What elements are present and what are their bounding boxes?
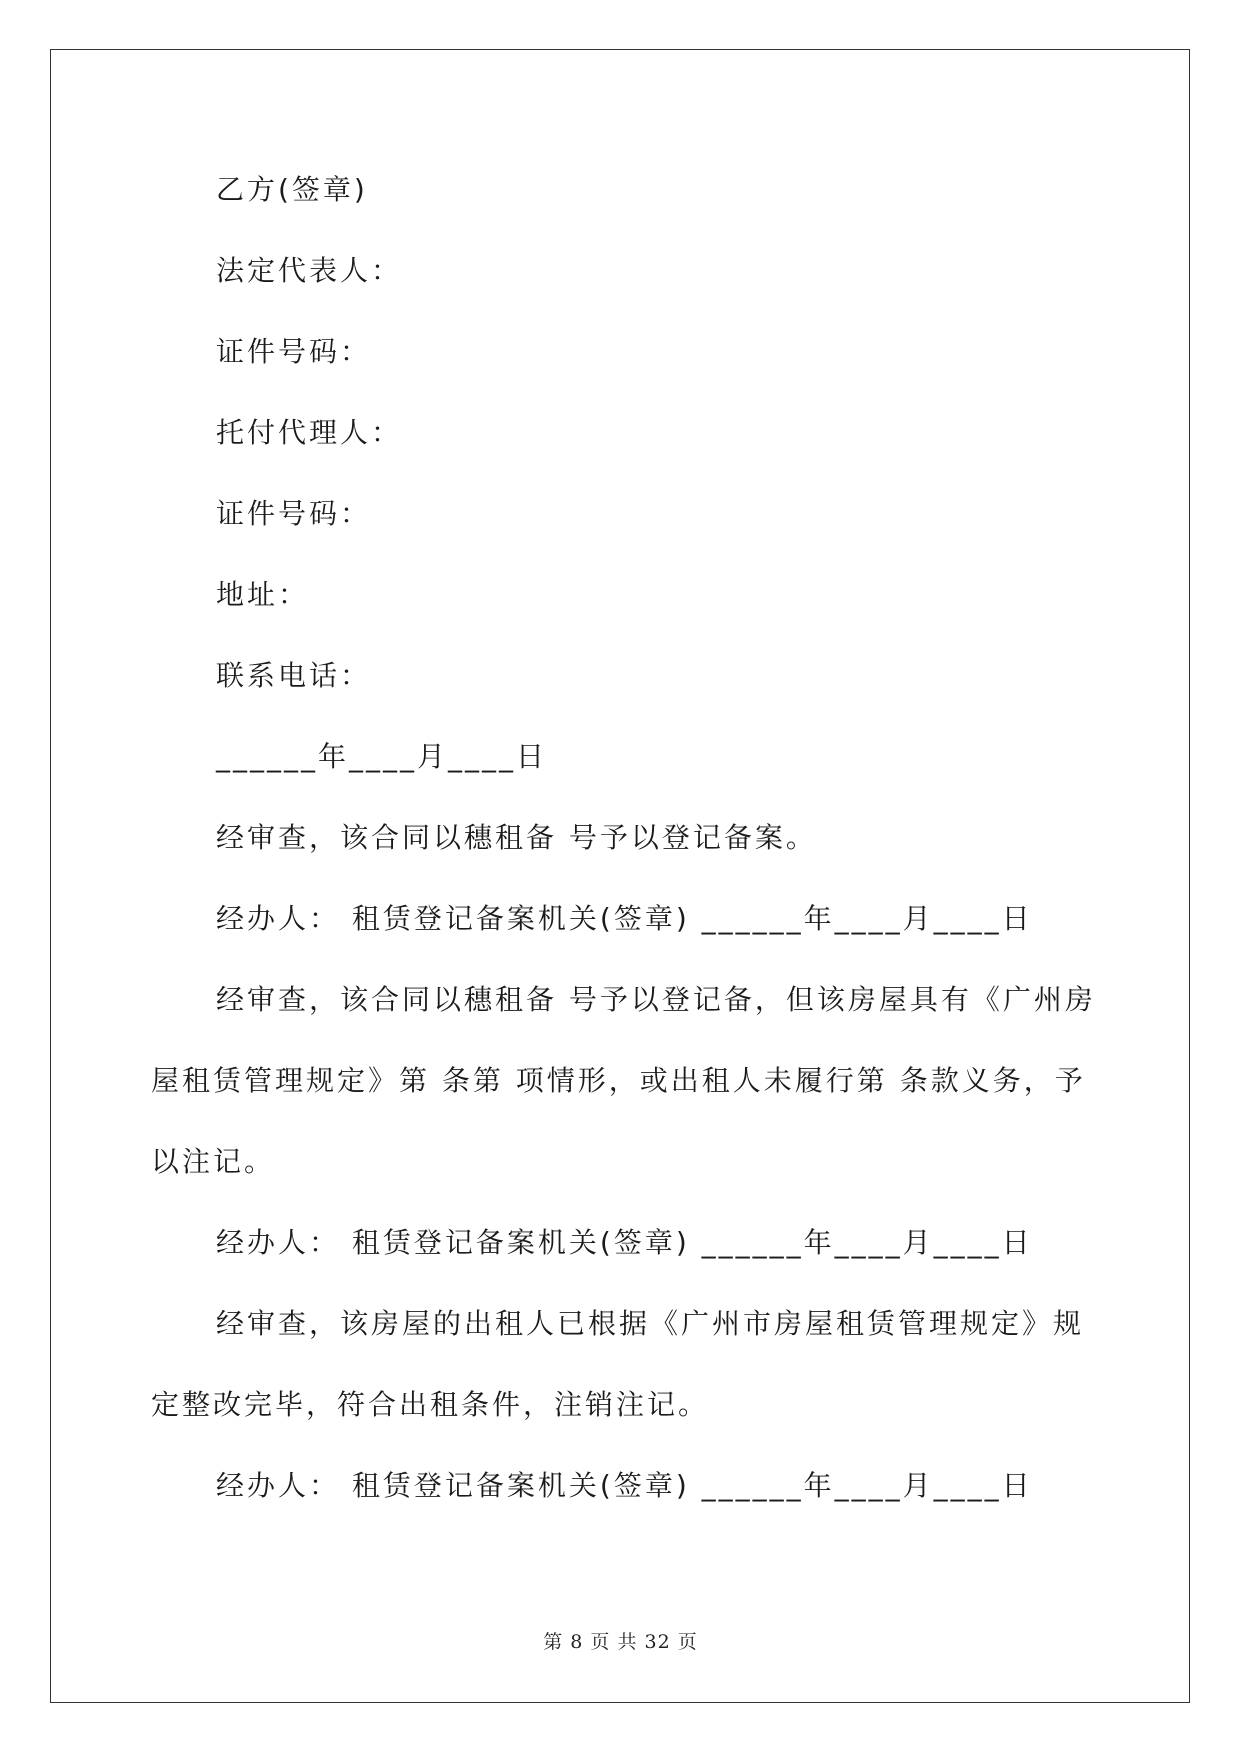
- agent-id-number-line: 证件号码：: [216, 497, 372, 530]
- agent-line: 托付代理人：: [216, 416, 403, 449]
- handler-line-1: 经办人： 租赁登记备案机关(签章) ______年____月____日: [216, 902, 1033, 935]
- page-number-footer: 第 8 页 共 32 页: [543, 1631, 698, 1653]
- page-border: [50, 49, 1190, 1703]
- review-paragraph-2-line-2: 屋租赁管理规定》第 条第 项情形，或出租人未履行第 条款义务，予: [151, 1064, 1086, 1097]
- handler-line-2: 经办人： 租赁登记备案机关(签章) ______年____月____日: [216, 1226, 1033, 1259]
- address-line: 地址：: [216, 578, 310, 611]
- review-paragraph-2-line-3: 以注记。: [151, 1145, 276, 1178]
- review-paragraph-3-line-1: 经审查，该房屋的出租人已根据《广州市房屋租赁管理规定》规: [216, 1307, 1085, 1340]
- handler-line-3: 经办人： 租赁登记备案机关(签章) ______年____月____日: [216, 1469, 1033, 1502]
- date-line: ______年____月____日: [216, 740, 548, 773]
- legal-representative-line: 法定代表人：: [216, 254, 403, 287]
- party-b-signature-line: 乙方(签章): [216, 173, 368, 206]
- phone-line: 联系电话：: [216, 659, 372, 692]
- review-paragraph-2-line-1: 经审查，该合同以穗租备 号予以登记备，但该房屋具有《广州房: [216, 983, 1096, 1016]
- id-number-line: 证件号码：: [216, 335, 372, 368]
- review-paragraph-1: 经审查，该合同以穗租备 号予以登记备案。: [216, 821, 817, 854]
- review-paragraph-3-line-2: 定整改完毕，符合出租条件，注销注记。: [151, 1388, 710, 1421]
